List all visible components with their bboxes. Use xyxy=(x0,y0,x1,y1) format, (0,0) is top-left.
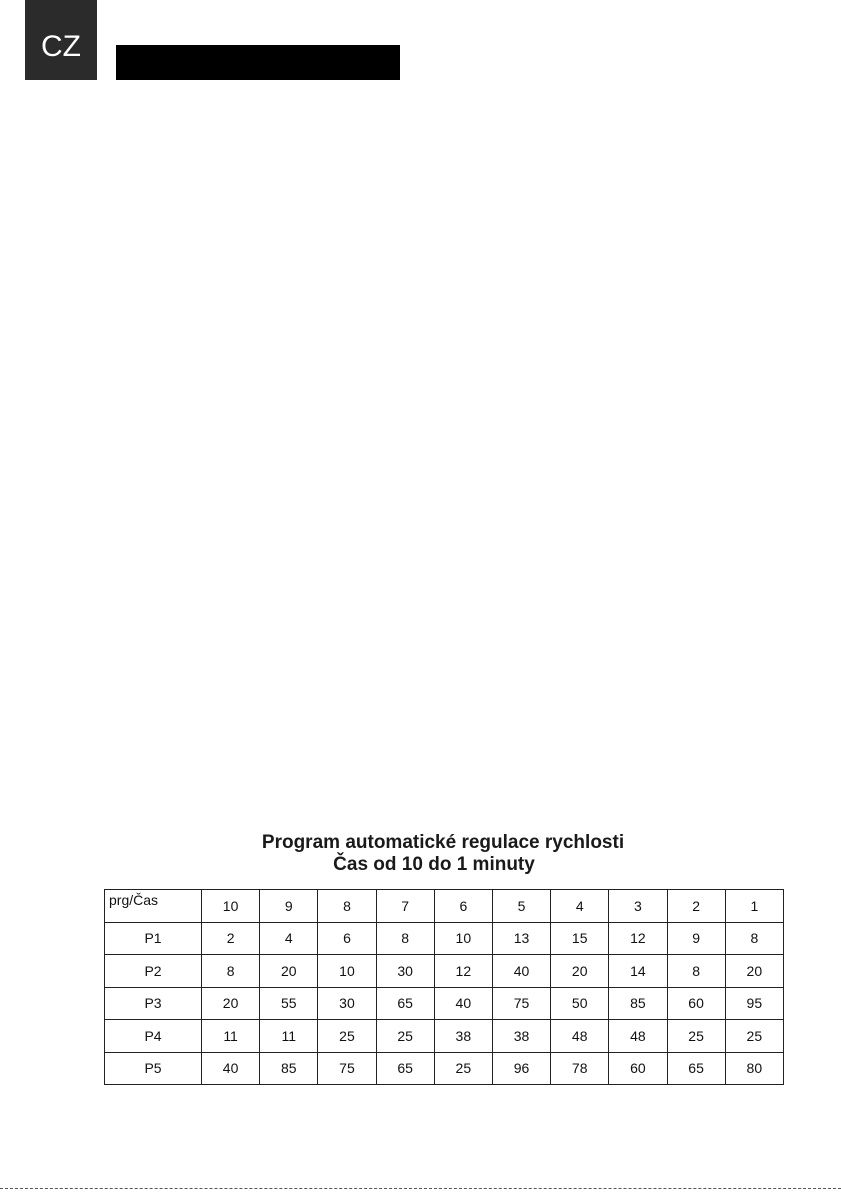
speed-value-cell: 40 xyxy=(202,1052,260,1085)
speed-value-cell: 50 xyxy=(551,987,609,1020)
table-title-line1: Program automatické regulace rychlosti xyxy=(261,832,625,853)
table-row xyxy=(105,922,784,955)
speed-value-cell: 40 xyxy=(434,987,492,1020)
speed-value-cell: 25 xyxy=(725,1020,783,1053)
speed-value-cell: 55 xyxy=(260,987,318,1020)
speed-value-cell: 78 xyxy=(551,1052,609,1085)
speed-value-cell: 75 xyxy=(492,987,550,1020)
time-column-header: 2 xyxy=(667,890,725,923)
speed-value-cell: 25 xyxy=(376,1020,434,1053)
speed-value-cell: 8 xyxy=(725,922,783,955)
time-column-header: 7 xyxy=(376,890,434,923)
time-column-header: 1 xyxy=(725,890,783,923)
speed-value-cell: 13 xyxy=(492,922,550,955)
speed-value-cell: 2 xyxy=(202,922,260,955)
speed-value-cell: 14 xyxy=(609,955,667,988)
time-column-header: 10 xyxy=(202,890,260,923)
speed-value-cell: 11 xyxy=(260,1020,318,1053)
table-row xyxy=(105,955,784,988)
speed-value-cell: 20 xyxy=(725,955,783,988)
speed-value-cell: 25 xyxy=(667,1020,725,1053)
speed-value-cell: 4 xyxy=(260,922,318,955)
speed-value-cell: 65 xyxy=(667,1052,725,1085)
speed-value-cell: 85 xyxy=(609,987,667,1020)
speed-value-cell: 30 xyxy=(376,955,434,988)
language-code: CZ xyxy=(41,30,81,63)
speed-value-cell: 20 xyxy=(551,955,609,988)
corner-label-cell: prg/Čas xyxy=(105,890,202,923)
speed-value-cell: 11 xyxy=(202,1020,260,1053)
table-row xyxy=(105,1052,784,1085)
table-title xyxy=(100,832,786,876)
speed-value-cell: 60 xyxy=(667,987,725,1020)
time-column-header: 6 xyxy=(434,890,492,923)
time-column-header: 9 xyxy=(260,890,318,923)
speed-value-cell: 8 xyxy=(667,955,725,988)
speed-value-cell: 85 xyxy=(260,1052,318,1085)
speed-value-cell: 75 xyxy=(318,1052,376,1085)
table-title-line2: Čas od 10 do 1 minuty xyxy=(333,854,535,875)
program-label-cell: P3 xyxy=(105,987,202,1020)
speed-value-cell: 20 xyxy=(202,987,260,1020)
speed-value-cell: 10 xyxy=(434,922,492,955)
language-tab xyxy=(25,0,97,80)
table-row xyxy=(105,987,784,1020)
speed-value-cell: 96 xyxy=(492,1052,550,1085)
speed-value-cell: 12 xyxy=(609,922,667,955)
speed-value-cell: 6 xyxy=(318,922,376,955)
program-label-cell: P1 xyxy=(105,922,202,955)
speed-value-cell: 38 xyxy=(434,1020,492,1053)
program-label-cell: P5 xyxy=(105,1052,202,1085)
speed-value-cell: 95 xyxy=(725,987,783,1020)
speed-value-cell: 25 xyxy=(318,1020,376,1053)
speed-value-cell: 60 xyxy=(609,1052,667,1085)
speed-value-cell: 65 xyxy=(376,1052,434,1085)
table-row xyxy=(105,1020,784,1053)
speed-value-cell: 10 xyxy=(318,955,376,988)
speed-value-cell: 38 xyxy=(492,1020,550,1053)
speed-value-cell: 30 xyxy=(318,987,376,1020)
bottom-divider xyxy=(0,1188,841,1189)
speed-value-cell: 8 xyxy=(202,955,260,988)
speed-value-cell: 15 xyxy=(551,922,609,955)
speed-value-cell: 48 xyxy=(551,1020,609,1053)
time-column-header: 5 xyxy=(492,890,550,923)
program-label-cell: P2 xyxy=(105,955,202,988)
speed-value-cell: 80 xyxy=(725,1052,783,1085)
speed-value-cell: 25 xyxy=(434,1052,492,1085)
speed-value-cell: 20 xyxy=(260,955,318,988)
speed-value-cell: 65 xyxy=(376,987,434,1020)
program-label-cell: P4 xyxy=(105,1020,202,1053)
table-header-row xyxy=(105,890,784,923)
speed-program-table xyxy=(104,889,784,1085)
header-bar xyxy=(116,45,400,80)
time-column-header: 4 xyxy=(551,890,609,923)
speed-value-cell: 12 xyxy=(434,955,492,988)
speed-value-cell: 48 xyxy=(609,1020,667,1053)
time-column-header: 8 xyxy=(318,890,376,923)
speed-value-cell: 40 xyxy=(492,955,550,988)
speed-value-cell: 9 xyxy=(667,922,725,955)
time-column-header: 3 xyxy=(609,890,667,923)
speed-value-cell: 8 xyxy=(376,922,434,955)
